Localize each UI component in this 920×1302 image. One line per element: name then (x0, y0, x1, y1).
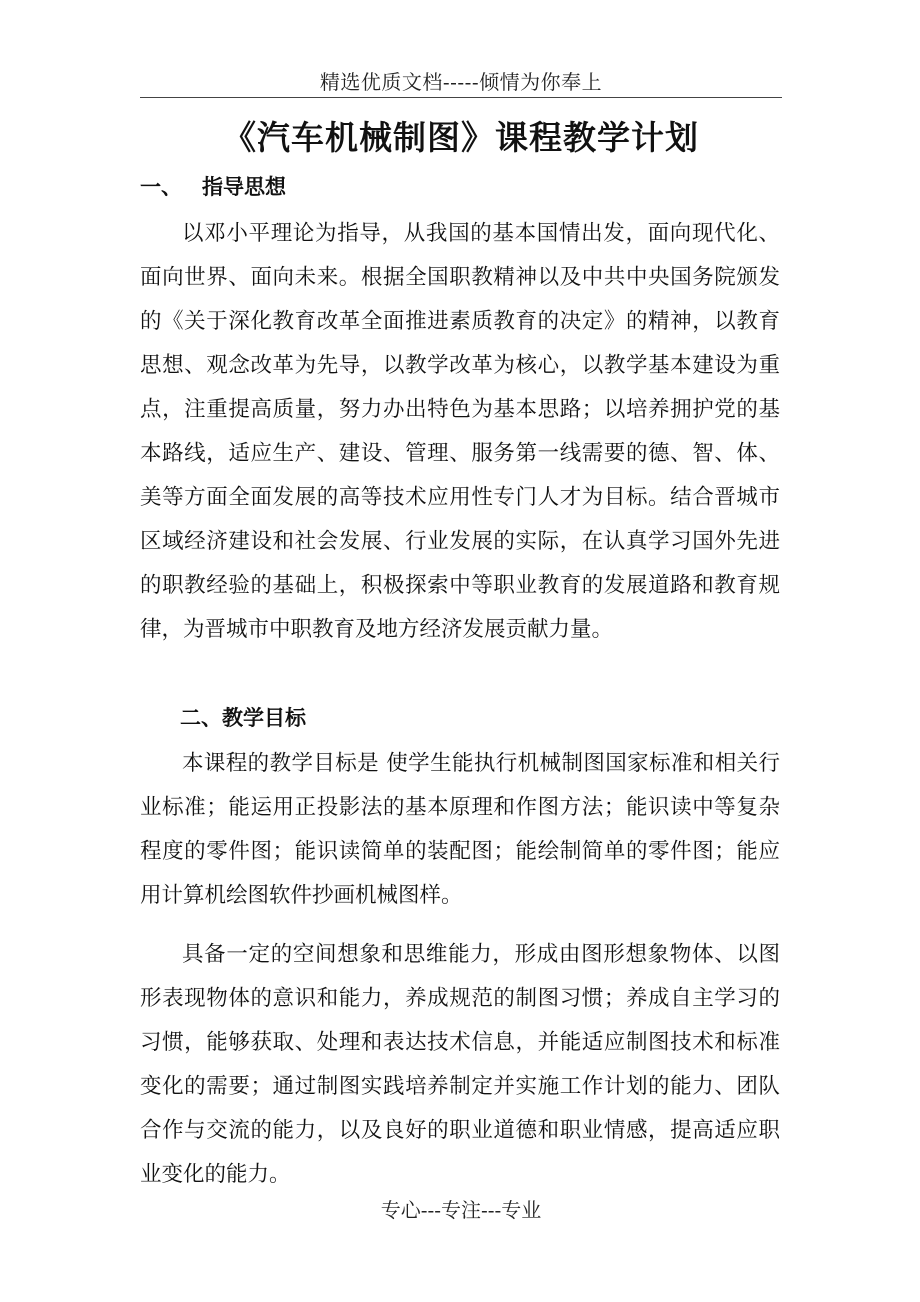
running-header: 精选优质文档-----倾情为你奉上 (319, 70, 603, 94)
section-title: 指导思想 (202, 175, 286, 199)
paragraph-guiding-ideology: 以邓小平理论为指导，从我国的基本国情出发，面向现代化、面向世界、面向未来。根据全国职教精神以及中共中央国务院颁发的《关于深化教育改革全面推进素质教育的决定》的精神，以教育思想、观念改革为先导，以教学改革为核心，以教学基本建设为重点，注重提高质量，努力办出特色为基本思路；以培养拥护党的基本路线，适应生产、建设、管理、服务第一线需要的德、智、体、美等方面全面发展的高等技术应用性专门人才为目标。结合晋城市区域经济建设和社会发展、行业发展的实际，在认真学习国外先进的职教经验的基础上，积极探索中等职业教育的发展道路和教育规律，为晋城市中职教育及地方经济发展贡献力量。 (140, 221, 780, 642)
section-heading-guiding-ideology (140, 171, 286, 201)
section-number: 一、 (140, 175, 182, 199)
header-divider (140, 97, 782, 98)
running-footer: 专心---专注---专业 (380, 1198, 542, 1222)
section-heading-teaching-goals: 二、教学目标 (180, 706, 306, 730)
paragraph-teaching-goals-2: 具备一定的空间想象和思维能力，形成由图形想象物体、以图形表现物体的意识和能力，养成规范的制图习惯；养成自主学习的习惯，能够获取、处理和表达技术信息，并能适应制图技术和标准变化的需要；通过制图实践培养制定并实施工作计划的能力、团队合作与交流的能力，以及良好的职业道德和职业情感，提高适应职业变化的能力。 (140, 942, 780, 1187)
document-title: 《汽车机械制图》课程教学计划 (223, 118, 699, 157)
paragraph-teaching-goals-1: 本课程的教学目标是 使学生能执行机械制图国家标准和相关行业标准；能运用正投影法的基本原理和作图方法；能识读中等复杂程度的零件图；能识读简单的装配图；能绘制简单的零件图；能应用计算机绘图软件抄画机械图样。 (140, 751, 780, 908)
